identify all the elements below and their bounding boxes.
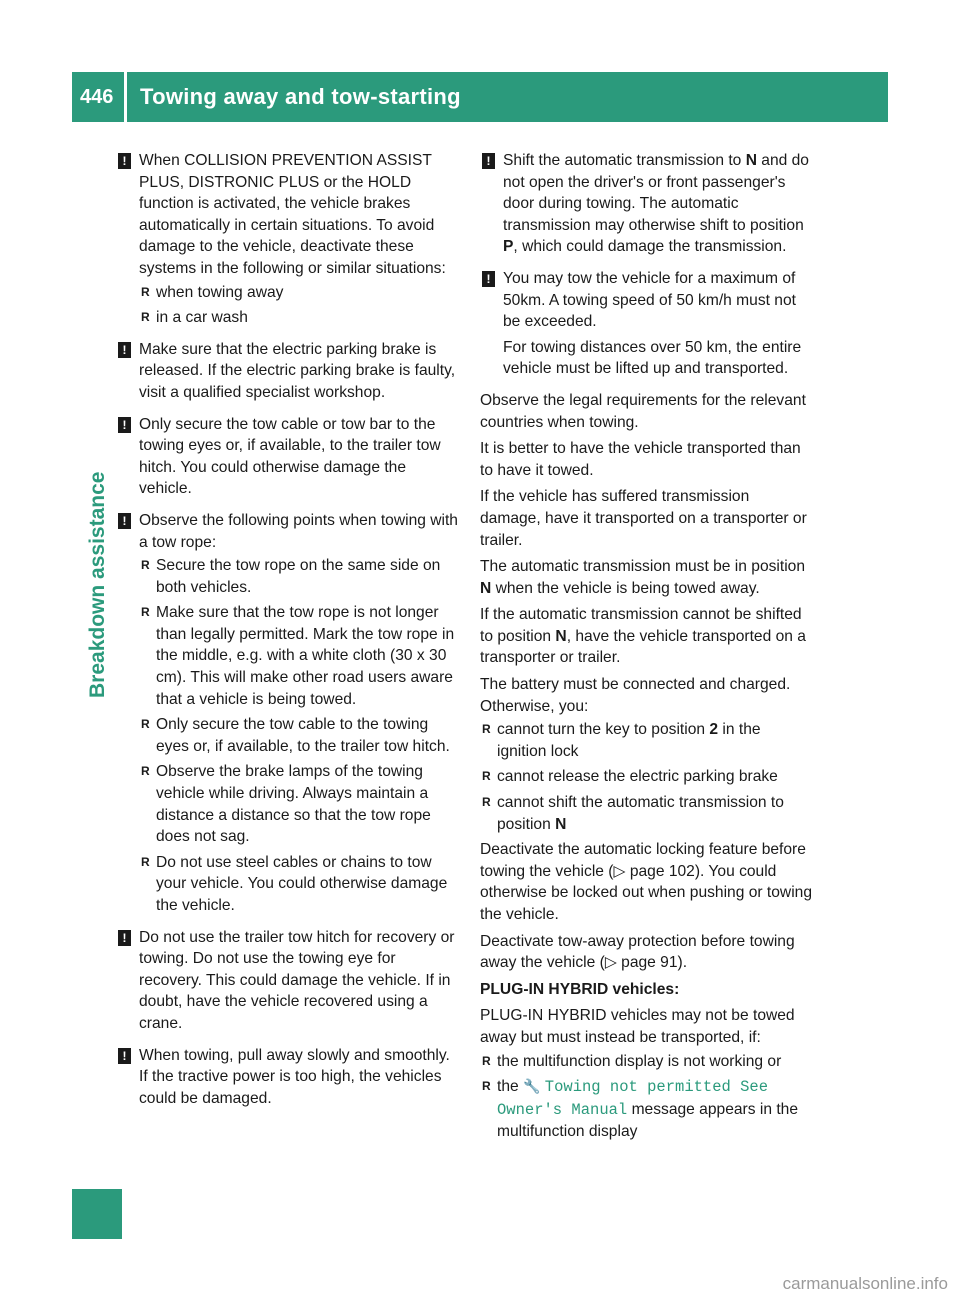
bullet-icon: R: [141, 854, 150, 869]
list-item: R Secure the tow rope on the same side on both vehicles.: [141, 557, 441, 596]
warning-icon: !: [118, 930, 131, 946]
section-heading: PLUG-IN HYBRID vehicles:: [480, 980, 680, 998]
page-number: 446: [80, 86, 114, 108]
list-item: R when towing away: [139, 282, 462, 304]
warning-trailer-hitch: [116, 927, 462, 1035]
warning-text-extra: For towing distances over 50 km, the entire vehicle must be lifted up and transported.: [503, 338, 802, 378]
list-item: R the multifunction display is not working or: [480, 1051, 814, 1073]
list-item: R cannot shift the automatic transmission to position N: [482, 794, 784, 833]
warning-icon: !: [118, 153, 131, 169]
bullet-icon: R: [482, 769, 491, 784]
paragraph: PLUG-IN HYBRID vehicles may not be towed away but must instead be transported, if:: [480, 1007, 795, 1046]
side-section-label: Breakdown assistance: [86, 471, 109, 698]
warning-icon: !: [118, 417, 131, 433]
bullet-icon: R: [141, 558, 150, 573]
warning-pull-away: [116, 1045, 462, 1110]
warning-tow-rope: [116, 510, 462, 917]
list-item: R Do not use steel cables or chains to tow your vehicle. You could otherwise damage the vehicle.: [141, 853, 448, 914]
bullet-icon: R: [141, 284, 150, 299]
header-divider: [124, 72, 127, 122]
list-item: R Observe the brake lamps of the towing vehicle while driving. Always maintain a distance a distance so that the tow rope does not sag.: [141, 763, 431, 846]
bullet-icon: R: [482, 795, 491, 810]
bullet-icon: R: [141, 717, 150, 732]
bullet-icon: R: [482, 722, 491, 737]
page-ref-arrow-icon: ▷: [604, 954, 617, 972]
warning-text: Observe the following points when towing with a tow rope:: [139, 511, 458, 551]
warning-transmission-neutral: [480, 150, 814, 258]
bullet-icon: R: [482, 1079, 491, 1094]
paragraph: Deactivate tow-away protection before towing away the vehicle (▷ page 91).: [480, 932, 795, 972]
bullet-list: [480, 719, 814, 835]
bullet-list: [139, 555, 462, 917]
watermark: carmanualsonline.info: [782, 1274, 948, 1293]
warning-text: Do not use the trailer tow hitch for recovery or towing. Do not use the towing eye for recovery. This could damage the vehicle. If in doubt, have the vehicle recovered using a crane.: [139, 928, 455, 1032]
warning-icon: !: [482, 153, 495, 169]
paragraph: If the vehicle has suffered transmission damage, have it transported on a transporter or trailer.: [480, 488, 807, 549]
list-item: R cannot release the electric parking brake: [480, 766, 814, 788]
warning-text: Only secure the tow cable or tow bar to the towing eyes or, if available, to the trailer tow hitch. You could otherwise damage the vehicle.: [139, 415, 441, 498]
page-reference[interactable]: page 102). You could otherwise be locked out when pushing or towing the vehicle.: [480, 862, 813, 923]
paragraph: The battery must be connected and charged. Otherwise, you:: [480, 676, 791, 715]
warning-icon: !: [118, 342, 131, 358]
warning-text: Make sure that the electric parking brake is released. If the electric parking brake is faulty, visit a qualified specialist workshop.: [139, 340, 456, 401]
bullet-list: [139, 282, 462, 329]
warning-icon: !: [118, 1048, 131, 1064]
warning-text: You may tow the vehicle for a maximum of 50km. A towing speed of 50 km/h must not be exceeded.: [503, 269, 796, 331]
side-tab-marker: [72, 1189, 122, 1239]
paragraph: It is better to have the vehicle transported than to have it towed.: [480, 440, 801, 479]
warning-text: Shift the automatic transmission to N and do not open the driver's or front passenger's door during towing. The automatic transmission may otherwise shift to position P, which could damage the transmission.: [503, 152, 809, 256]
warning-icon: !: [482, 271, 495, 287]
paragraph: The automatic transmission must be in position N when the vehicle is being towed away.: [480, 558, 806, 597]
paragraph: Deactivate the automatic locking feature before towing the vehicle (▷ page 102). You could otherwise be locked out when pushing or towing the vehicle.: [480, 841, 813, 923]
bullet-icon: R: [141, 764, 150, 779]
paragraph: If the automatic transmission cannot be shifted to position N, have the vehicle transported on a transporter or trailer.: [480, 606, 806, 667]
warning-collision-prevention: [116, 150, 462, 329]
list-item: R the 🔧 Towing not permitted See Owner's Manual message appears in the multifunction display: [482, 1078, 799, 1141]
list-item: R Only secure the tow cable to the towing eyes or, if available, to the trailer tow hitch.: [141, 716, 450, 755]
list-item: R Make sure that the tow rope is not longer than legally permitted. Mark the tow rope in the middle, e.g. with a white cloth (30 x 30 cm). This will make other road users aware that a vehicle is being towed.: [141, 604, 455, 708]
bullet-list: [480, 1051, 814, 1143]
list-item: R in a car wash: [139, 307, 462, 329]
warning-tow-distance: [480, 268, 814, 380]
wrench-icon: 🔧: [523, 1078, 541, 1095]
page-ref-arrow-icon: ▷: [613, 862, 626, 880]
bullet-icon: R: [482, 1053, 491, 1068]
bullet-icon: R: [141, 605, 150, 620]
page-reference[interactable]: page 91).: [616, 954, 688, 972]
right-column: [480, 150, 814, 1147]
warning-parking-brake: [116, 339, 462, 404]
page-title: Towing away and tow-starting: [140, 84, 461, 109]
warning-text: When towing, pull away slowly and smoothly. If the tractive power is too high, the vehicles could be damaged.: [139, 1046, 450, 1107]
warning-icon: !: [118, 513, 131, 529]
paragraph: Observe the legal requirements for the relevant countries when towing.: [480, 391, 806, 431]
warning-text: When COLLISION PREVENTION ASSIST PLUS, DISTRONIC PLUS or the HOLD function is activated, the vehicle brakes automatically in certain situations. To avoid damage to the vehicle, deactivate these systems in the following or similar situations:: [139, 152, 446, 277]
warning-tow-cable: [116, 414, 462, 500]
list-item: R cannot turn the key to position 2 in the ignition lock: [482, 721, 761, 760]
left-column: [116, 150, 462, 1119]
display-message: Towing not permitted See Owner's Manual: [497, 1078, 769, 1119]
bullet-icon: R: [141, 310, 150, 325]
